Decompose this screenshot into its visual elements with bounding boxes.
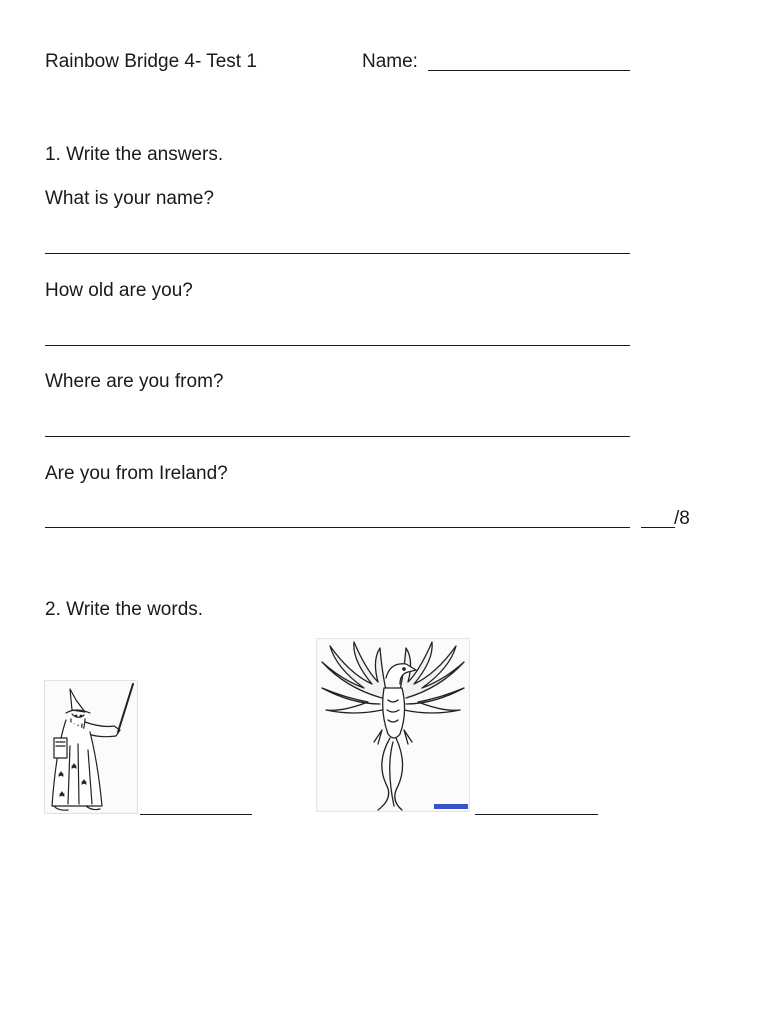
name-label: Name: <box>362 51 418 72</box>
question-4: Are you from Ireland? <box>45 463 228 484</box>
wizard-icon <box>44 680 138 814</box>
section-2-heading: 2. Write the words. <box>45 599 204 620</box>
question-1: What is your name? <box>45 188 214 209</box>
score-total: /8 <box>674 508 690 529</box>
answer-line-4[interactable] <box>45 527 630 528</box>
section-1-heading: 1. Write the answers. <box>45 144 224 165</box>
question-2: How old are you? <box>45 280 193 301</box>
answer-line-2[interactable] <box>45 345 630 346</box>
score-line[interactable] <box>641 527 675 528</box>
question-3: Where are you from? <box>45 371 224 392</box>
name-answer-line[interactable] <box>428 70 630 71</box>
word-answer-line-1[interactable] <box>140 814 252 815</box>
answer-line-1[interactable] <box>45 253 630 254</box>
word-answer-line-2[interactable] <box>475 814 598 815</box>
worksheet-title: Rainbow Bridge 4- Test 1 <box>45 51 257 72</box>
phoenix-icon <box>316 638 470 812</box>
answer-line-3[interactable] <box>45 436 630 437</box>
